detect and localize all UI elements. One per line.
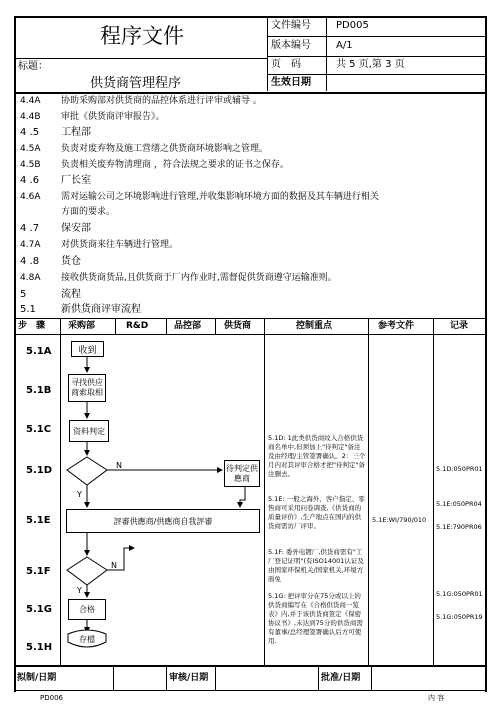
section-text: 负责相关废弃物清理商 ，符合法规之要求的证书之保存。 [61,160,289,170]
section-text: 需对运输公司之环境影响进行管理,并收集影响环境方面的数据及其车辆进行相关 [61,192,379,202]
document-title: 程序文件 [100,24,184,48]
section-num: 4.5B [20,160,41,170]
flow-box-receive: 收到 [71,341,104,357]
flow-box-qualified: 合格 [68,599,106,620]
step-label: 5.1B [26,385,52,396]
page-label: 页 码 [271,59,301,70]
doc-no-value: PD005 [336,20,369,31]
column-header-control: 控制重点 [296,321,333,331]
footer-content: 内 容 [428,694,445,702]
footer-code: PD006 [40,694,63,702]
flow-archive-label: 存檔 [79,635,95,644]
record-code: 5.1G:050PR01 [436,590,483,598]
decision-y-label: Y [77,490,82,499]
column-header-step: 步 骤 [18,321,46,331]
section-num: 4.5A [20,144,41,154]
record-code: 5.1D:050PR01 [436,465,483,473]
section-text: 工程部 [61,127,91,138]
flow-box-judge: 资料判定 [69,420,109,442]
title-label: 标题： [18,61,48,72]
section-num: 4 .8 [20,256,40,267]
section-num: 4.8A [20,273,41,283]
approved-by-label: 批准/日期 [321,673,361,683]
section-text: 协助采购部对供货商的品控体系进行评审或辅导 。 [61,96,262,106]
section-text: 对供货商来往车辆进行管理。 [61,240,179,250]
decision-diamond [67,457,107,485]
decision-diamond [67,557,107,585]
section-num: 5 [20,289,27,300]
section-text: 接收供货商货品,且供货商于厂内作业时,需督促供货商遵守运输准则。 [61,273,337,283]
section-text: 流程 [61,289,81,300]
control-point-note: 5.1D: 1此类供货商纹入合格供货商名单中,但须加上"待判定"备注及由经理/主管签署确认。2：三个月内对其评审合格才把"待判定"备注删去。 [268,434,366,478]
flow-box-find-supplier: 寻找供应商索取相 [68,374,106,402]
decision2-y-label: Y [77,586,82,595]
step-label: 5.1D [26,465,53,476]
arrow-pending-to-evaluate [240,487,245,507]
record-code: 5.1G:050PR19 [436,613,483,621]
section-text: 方面的要求。 [61,207,116,217]
section-text: 货仓 [61,256,81,267]
step-label: 5.1F [26,566,51,577]
control-point-note: 5.1G: 把评审分在75分或以上的供货商编写在《合格供货商一览表》内,并于该供货商签定《保密协议书》,未达到75分的供货商需有董事/总经理签署确认后方可使用. [268,592,363,645]
section-num: 4.6A [20,192,41,202]
version-value: A/1 [336,40,353,51]
section-text: 保安部 [61,223,91,234]
step-label: 5.1H [26,642,53,653]
section-text: 厂长室 [61,175,91,186]
decision2-n-label: N [111,561,117,570]
section-num: 4.4B [20,112,41,122]
section-text: 新供货商评审流程 [61,304,141,315]
page-value: 共 5 页,第 3 页 [336,59,405,70]
section-num: 4.4A [20,96,41,106]
column-header-rd: R&D [126,321,149,331]
control-point-note: 5.1E: 一般之海外、客户指定、零售商可采用问卷调查,《供货商的质量评价》,生产地点在国内的供货商需访厂评审。 [268,495,365,530]
step-label: 5.1A [26,346,52,357]
effective-date-label: 生效日期 [271,77,311,88]
section-num: 5.1 [20,304,36,315]
decision-n-label: N [116,461,122,470]
flow-box-pending: 待判定供應商 [224,460,260,487]
doc-no-label: 文件编号 [271,20,311,31]
reviewed-by-label: 审核/日期 [169,673,209,683]
section-text: 审批《供货商评审报告》。 [61,112,165,122]
control-point-note: 5.1F: 委外电镀厂,供货商需有"工厂登记证明"(有ISO14001认证及由国家环保机关/国家机关,环境方面免 [268,548,364,583]
procedure-title: 供货商管理程序 [90,76,182,91]
section-num: 4.7A [20,240,41,250]
step-label: 5.1G [26,604,52,615]
section-num: 4 .7 [20,223,40,234]
record-code: 5.1E:790PR06 [436,523,482,531]
column-header-reference: 参考文件 [378,321,415,331]
step-label: 5.1E [26,515,51,526]
column-header-supplier: 供货商 [224,321,252,331]
section-num: 4 .5 [20,127,40,138]
step-label: 5.1C [26,424,52,435]
column-header-record: 记录 [450,321,469,331]
record-code: 5.1E:050PR04 [436,500,482,508]
version-label: 版本编号 [271,40,311,51]
flow-box-evaluate: 評審供應商/供應商自我評審 [66,509,260,533]
column-header-purchasing: 采购部 [68,321,96,331]
section-num: 4 .6 [20,175,40,186]
reference-doc: 5.1E:WI/790/010 [372,516,427,524]
section-text: 负责对废弃物及施工营缮之供货商环境影响之管理。 [61,144,269,154]
column-header-qc: 品控部 [174,321,202,331]
drafted-by-label: 拟制/日期 [17,673,57,683]
